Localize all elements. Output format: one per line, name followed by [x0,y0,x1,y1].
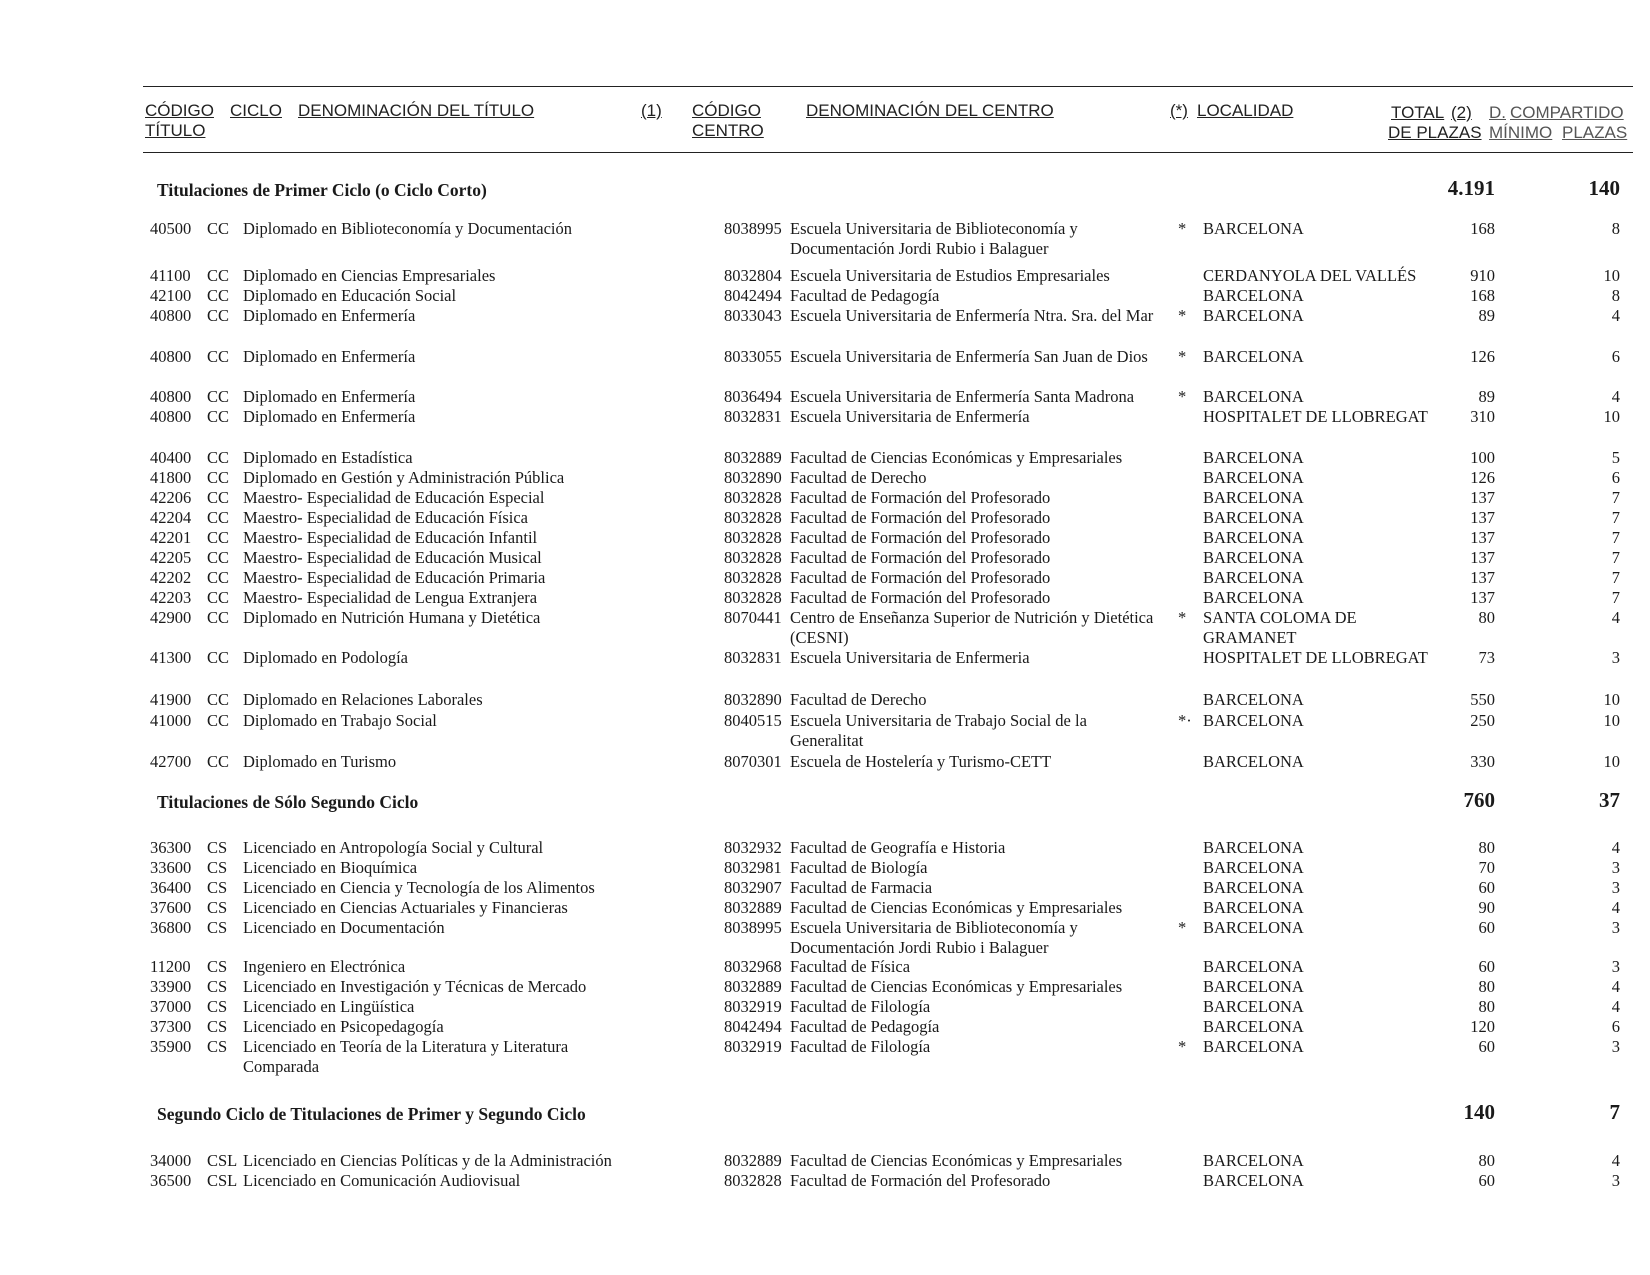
ciclo: CS [207,878,228,897]
centro-codigo: 8032828 [724,508,782,527]
localidad: BARCELONA [1203,1151,1304,1170]
titulo-denominacion: Maestro- Especialidad de Educación Primaria [243,568,546,587]
minimo-plazas: 3 [1611,918,1620,937]
section-title: Titulaciones de Sólo Segundo Ciclo [157,792,419,812]
centro-denominacion: Escuela Universitaria de Enfermeria [790,648,1030,667]
titulo-codigo: 11200 [150,957,191,976]
header-total-1: TOTAL [1391,103,1445,122]
titulo-codigo: 42204 [150,508,192,527]
titulo-denominacion: Diplomado en Educación Social [243,286,457,305]
section-total-plazas: 4.191 [1447,176,1495,200]
localidad: BARCELONA [1203,878,1304,897]
centro-codigo: 8036494 [724,387,782,406]
localidad: BARCELONA [1203,448,1304,467]
titulo-codigo: 40800 [150,387,192,406]
section-total-minimo: 37 [1599,788,1620,812]
ciclo: CS [207,858,228,877]
centro-codigo: 8032828 [724,588,782,607]
titulo-denominacion: Maestro- Especialidad de Educación Infantil [243,528,538,547]
localidad: BARCELONA [1203,1017,1304,1036]
total-plazas: 60 [1478,1037,1495,1056]
localidad: BARCELONA [1203,568,1304,587]
centro-codigo: 8032828 [724,1171,782,1190]
ciclo: CC [207,528,230,547]
titulo-denominacion: Diplomado en Estadística [243,448,413,467]
header-nota-asterisco: (*) [1170,101,1188,120]
minimo-plazas: 7 [1611,508,1620,527]
minimo-plazas: 10 [1603,407,1620,426]
titulo-codigo: 40800 [150,306,192,325]
localidad: SANTA COLOMA DE GRAMANET [1203,608,1357,647]
asterisco-marca: * [1178,306,1187,325]
localidad: BARCELONA [1203,858,1304,877]
localidad: BARCELONA [1203,977,1304,996]
localidad: BARCELONA [1203,957,1304,976]
centro-codigo: 8032828 [724,568,782,587]
section-total-plazas: 140 [1463,1100,1495,1124]
total-plazas: 168 [1470,219,1495,238]
header-localidad: LOCALIDAD [1197,101,1294,120]
total-plazas: 73 [1478,648,1495,667]
centro-denominacion: Facultad de Formación del Profesorado [790,548,1051,567]
ciclo: CC [207,448,230,467]
centro-codigo: 8032828 [724,528,782,547]
titulo-codigo: 41900 [150,690,192,709]
header-ciclo: CICLO [230,101,282,120]
minimo-plazas: 3 [1611,878,1620,897]
localidad: HOSPITALET DE LLOBREGAT [1203,648,1428,667]
centro-denominacion: Escuela Universitaria de Enfermería [790,407,1030,426]
titulo-codigo: 41100 [150,266,191,285]
ciclo: CS [207,898,228,917]
centro-denominacion: Escuela Universitaria de Estudios Empresariales [790,266,1110,285]
total-plazas: 60 [1478,1171,1495,1190]
titulo-denominacion: Licenciado en Teoría de la Literatura y Literatura Comparada [243,1037,569,1076]
total-plazas: 250 [1470,711,1495,730]
total-plazas: 137 [1470,548,1495,567]
titulo-denominacion: Licenciado en Ciencias Políticas y de la Administración [243,1151,612,1170]
centro-denominacion: Facultad de Geografía e Historia [790,838,1006,857]
ciclo: CC [207,752,230,771]
section-total-minimo: 7 [1609,1100,1620,1124]
ciclo: CC [207,588,230,607]
titulo-codigo: 42202 [150,568,192,587]
total-plazas: 137 [1470,588,1495,607]
minimo-plazas: 10 [1603,752,1620,771]
minimo-plazas: 4 [1611,306,1620,325]
ciclo: CS [207,1037,228,1056]
titulo-codigo: 35900 [150,1037,192,1056]
total-plazas: 137 [1470,508,1495,527]
header-compartido-2: PLAZAS [1562,123,1628,142]
total-plazas: 120 [1470,1017,1495,1036]
minimo-plazas: 7 [1611,528,1620,547]
titulo-denominacion: Licenciado en Investigación y Técnicas de Mercado [243,977,587,996]
titulo-codigo: 36400 [150,878,192,897]
ciclo: CC [207,711,230,730]
centro-codigo: 8032890 [724,690,782,709]
centro-denominacion: Facultad de Derecho [790,468,927,487]
minimo-plazas: 4 [1611,838,1620,857]
localidad: BARCELONA [1203,468,1304,487]
centro-denominacion: Escuela Universitaria de Enfermería Santa Madrona [790,387,1135,406]
localidad: BARCELONA [1203,347,1304,366]
centro-codigo: 8033043 [724,306,782,325]
localidad: BARCELONA [1203,752,1304,771]
titulo-codigo: 42205 [150,548,192,567]
centro-denominacion: Escuela de Hostelería y Turismo-CETT [790,752,1052,771]
localidad: BARCELONA [1203,286,1304,305]
minimo-plazas: 10 [1603,690,1620,709]
titulo-codigo: 40800 [150,347,192,366]
titulo-codigo: 36500 [150,1171,192,1190]
centro-denominacion: Facultad de Pedagogía [790,1017,940,1036]
asterisco-marca: *· [1178,711,1192,730]
titulo-denominacion: Diplomado en Relaciones Laborales [243,690,483,709]
ciclo: CC [207,407,230,426]
minimo-plazas: 8 [1611,286,1620,305]
total-plazas: 90 [1478,898,1495,917]
centro-denominacion: Facultad de Filología [790,997,931,1016]
titulo-codigo: 42900 [150,608,192,627]
minimo-plazas: 4 [1611,387,1620,406]
minimo-plazas: 10 [1603,266,1620,285]
header-minimo-2: MÍNIMO [1489,123,1553,142]
localidad: BARCELONA [1203,690,1304,709]
total-plazas: 100 [1470,448,1495,467]
header-minimo-1: D. [1489,103,1506,122]
centro-codigo: 8040515 [724,711,782,730]
total-plazas: 168 [1470,286,1495,305]
centro-codigo: 8070301 [724,752,782,771]
localidad: BARCELONA [1203,1037,1304,1056]
total-plazas: 126 [1470,468,1495,487]
ciclo: CC [207,219,230,238]
header-codigo-centro-1: CÓDIGO [692,101,761,120]
total-plazas: 80 [1478,997,1495,1016]
centro-denominacion: Facultad de Formación del Profesorado [790,568,1051,587]
centro-codigo: 8038995 [724,918,782,937]
centro-denominacion: Facultad de Formación del Profesorado [790,508,1051,527]
minimo-plazas: 4 [1611,608,1620,627]
total-plazas: 60 [1478,957,1495,976]
ciclo: CC [207,648,230,667]
centro-denominacion: Facultad de Derecho [790,690,927,709]
asterisco-marca: * [1178,608,1187,627]
titulo-codigo: 37000 [150,997,192,1016]
centro-codigo: 8032932 [724,838,782,857]
titulo-denominacion: Maestro- Especialidad de Educación Especial [243,488,545,507]
localidad: BARCELONA [1203,918,1304,937]
header-denominacion-centro: DENOMINACIÓN DEL CENTRO [806,101,1054,120]
localidad: HOSPITALET DE LLOBREGAT [1203,407,1428,426]
minimo-plazas: 10 [1603,711,1620,730]
titulo-codigo: 42206 [150,488,192,507]
centro-codigo: 8032828 [724,548,782,567]
titulo-codigo: 34000 [150,1151,192,1170]
centro-codigo: 8042494 [724,286,782,305]
minimo-plazas: 7 [1611,548,1620,567]
titulo-denominacion: Licenciado en Documentación [243,918,445,937]
localidad: BARCELONA [1203,711,1304,730]
minimo-plazas: 6 [1611,1017,1620,1036]
header-codigo-titulo-1: CÓDIGO [145,101,214,120]
header-total-2: DE PLAZAS [1388,123,1482,142]
header-nota-2: (2) [1451,103,1472,122]
localidad: BARCELONA [1203,548,1304,567]
localidad: BARCELONA [1203,219,1304,238]
titulo-codigo: 41800 [150,468,192,487]
centro-codigo: 8032831 [724,648,782,667]
asterisco-marca: * [1178,387,1187,406]
ciclo: CS [207,957,228,976]
minimo-plazas: 4 [1611,1151,1620,1170]
total-plazas: 60 [1478,878,1495,897]
minimo-plazas: 8 [1611,219,1620,238]
titulo-codigo: 42100 [150,286,192,305]
centro-codigo: 8032828 [724,488,782,507]
titulo-denominacion: Maestro- Especialidad de Educación Musical [243,548,542,567]
header-denominacion-titulo: DENOMINACIÓN DEL TÍTULO [298,101,535,120]
section-title: Titulaciones de Primer Ciclo (o Ciclo Corto) [157,180,487,200]
centro-denominacion: Facultad de Pedagogía [790,286,940,305]
titulo-denominacion: Diplomado en Turismo [243,752,397,771]
top-rule [143,86,1633,87]
titulo-denominacion: Maestro- Especialidad de Lengua Extranjera [243,588,538,607]
header-compartido-1: COMPARTIDO [1510,103,1624,122]
centro-codigo: 8032831 [724,407,782,426]
centro-codigo: 8032889 [724,977,782,996]
localidad: BARCELONA [1203,588,1304,607]
titulo-codigo: 40800 [150,407,192,426]
asterisco-marca: * [1178,347,1187,366]
titulo-denominacion: Licenciado en Bioquímica [243,858,418,877]
titulo-denominacion: Diplomado en Biblioteconomía y Documentación [243,219,573,238]
section-total-minimo: 140 [1588,176,1620,200]
ciclo: CSL [207,1171,238,1190]
centro-denominacion: Centro de Enseñanza Superior de Nutrición y Dietética (CESNI) [790,608,1154,647]
localidad: BARCELONA [1203,838,1304,857]
titulo-denominacion: Diplomado en Enfermería [243,306,416,325]
total-plazas: 89 [1478,306,1495,325]
centro-codigo: 8033055 [724,347,782,366]
centro-codigo: 8032890 [724,468,782,487]
minimo-plazas: 5 [1611,448,1620,467]
total-plazas: 80 [1478,1151,1495,1170]
centro-denominacion: Facultad de Física [790,957,911,976]
titulo-denominacion: Licenciado en Ciencia y Tecnología de los Alimentos [243,878,595,897]
section-title: Segundo Ciclo de Titulaciones de Primer y Segundo Ciclo [157,1104,586,1124]
titulo-codigo: 36300 [150,838,192,857]
section-total-plazas: 760 [1463,788,1495,812]
header-codigo-titulo-2: TÍTULO [145,121,206,140]
titulo-denominacion: Diplomado en Enfermería [243,387,416,406]
titulo-denominacion: Diplomado en Nutrición Humana y Dietética [243,608,541,627]
total-plazas: 330 [1470,752,1495,771]
ciclo: CC [207,548,230,567]
ciclo: CC [207,306,230,325]
header-codigo-centro-2: CENTRO [692,121,764,140]
centro-codigo: 8032804 [724,266,782,285]
centro-denominacion: Facultad de Ciencias Económicas y Empresariales [790,1151,1123,1170]
total-plazas: 70 [1478,858,1495,877]
titulo-denominacion: Licenciado en Lingüística [243,997,415,1016]
minimo-plazas: 4 [1611,977,1620,996]
minimo-plazas: 3 [1611,648,1620,667]
ciclo: CS [207,838,228,857]
total-plazas: 550 [1470,690,1495,709]
minimo-plazas: 6 [1611,468,1620,487]
titulo-denominacion: Diplomado en Podología [243,648,408,667]
centro-denominacion: Facultad de Farmacia [790,878,933,897]
titulo-denominacion: Licenciado en Psicopedagogía [243,1017,444,1036]
titulo-codigo: 41300 [150,648,192,667]
localidad: BARCELONA [1203,997,1304,1016]
header-nota-1: (1) [641,101,662,120]
total-plazas: 80 [1478,977,1495,996]
asterisco-marca: * [1178,918,1187,937]
minimo-plazas: 4 [1611,898,1620,917]
minimo-plazas: 6 [1611,347,1620,366]
centro-denominacion: Facultad de Formación del Profesorado [790,588,1051,607]
titulo-codigo: 42700 [150,752,192,771]
centro-codigo: 8032968 [724,957,782,976]
ciclo: CC [207,387,230,406]
titulo-denominacion: Licenciado en Antropología Social y Cultural [243,838,544,857]
header-bottom-rule [143,152,1633,153]
minimo-plazas: 3 [1611,1171,1620,1190]
centro-codigo: 8038995 [724,219,782,238]
titulo-denominacion: Ingeniero en Electrónica [243,957,406,976]
ciclo: CS [207,1017,228,1036]
ciclo: CC [207,488,230,507]
ciclo: CS [207,977,228,996]
minimo-plazas: 3 [1611,1037,1620,1056]
centro-denominacion: Escuela Universitaria de Enfermería San Juan de Dios [790,347,1148,366]
ciclo: CC [207,608,230,627]
centro-denominacion: Facultad de Ciencias Económicas y Empresariales [790,448,1123,467]
asterisco-marca: * [1178,219,1187,238]
minimo-plazas: 7 [1611,588,1620,607]
ciclo: CC [207,508,230,527]
titulo-codigo: 33600 [150,858,192,877]
minimo-plazas: 3 [1611,858,1620,877]
total-plazas: 137 [1470,488,1495,507]
ciclo: CS [207,997,228,1016]
localidad: BARCELONA [1203,1171,1304,1190]
titulo-codigo: 40500 [150,219,192,238]
total-plazas: 910 [1470,266,1495,285]
titulo-denominacion: Licenciado en Ciencias Actuariales y Financieras [243,898,568,917]
localidad: BARCELONA [1203,528,1304,547]
centro-denominacion: Escuela Universitaria de Biblioteconomía y Documentación Jordi Rubio i Balaguer [790,219,1078,258]
localidad: BARCELONA [1203,898,1304,917]
localidad: CERDANYOLA DEL VALLÉS [1203,266,1417,285]
titulo-denominacion: Diplomado en Enfermería [243,407,416,426]
centro-codigo: 8032919 [724,1037,782,1056]
titulo-codigo: 37300 [150,1017,192,1036]
centro-denominacion: Facultad de Biología [790,858,928,877]
localidad: BARCELONA [1203,488,1304,507]
ciclo: CC [207,568,230,587]
localidad: BARCELONA [1203,306,1304,325]
centro-codigo: 8032889 [724,898,782,917]
centro-denominacion: Facultad de Ciencias Económicas y Empresariales [790,977,1123,996]
centro-denominacion: Escuela Universitaria de Biblioteconomía y Documentación Jordi Rubio i Balaguer [790,918,1078,957]
centro-denominacion: Facultad de Formación del Profesorado [790,488,1051,507]
minimo-plazas: 7 [1611,568,1620,587]
centro-denominacion: Facultad de Ciencias Económicas y Empresariales [790,898,1123,917]
localidad: BARCELONA [1203,508,1304,527]
total-plazas: 80 [1478,838,1495,857]
centro-denominacion: Escuela Universitaria de Trabajo Social de la Generalitat [790,711,1087,750]
titulo-codigo: 41000 [150,711,192,730]
ciclo: CC [207,266,230,285]
total-plazas: 80 [1478,608,1495,627]
total-plazas: 137 [1470,568,1495,587]
titulo-codigo: 37600 [150,898,192,917]
total-plazas: 60 [1478,918,1495,937]
minimo-plazas: 4 [1611,997,1620,1016]
titulo-denominacion: Diplomado en Trabajo Social [243,711,437,730]
ciclo: CC [207,468,230,487]
titulo-codigo: 42201 [150,528,192,547]
titulo-codigo: 42203 [150,588,192,607]
titulo-codigo: 33900 [150,977,192,996]
centro-codigo: 8032889 [724,448,782,467]
titulo-denominacion: Diplomado en Enfermería [243,347,416,366]
localidad: BARCELONA [1203,387,1304,406]
centro-denominacion: Facultad de Filología [790,1037,931,1056]
total-plazas: 137 [1470,528,1495,547]
ciclo: CC [207,347,230,366]
centro-denominacion: Facultad de Formación del Profesorado [790,1171,1051,1190]
centro-denominacion: Escuela Universitaria de Enfermería Ntra. Sra. del Mar [790,306,1154,325]
total-plazas: 310 [1470,407,1495,426]
centro-codigo: 8032981 [724,858,782,877]
ciclo: CSL [207,1151,238,1170]
total-plazas: 89 [1478,387,1495,406]
ciclo: CS [207,918,228,937]
centro-codigo: 8032907 [724,878,782,897]
asterisco-marca: * [1178,1037,1187,1056]
centro-codigo: 8032919 [724,997,782,1016]
minimo-plazas: 3 [1611,957,1620,976]
centro-codigo: 8070441 [724,608,782,627]
titulo-codigo: 40400 [150,448,192,467]
titulo-codigo: 36800 [150,918,192,937]
titulo-denominacion: Diplomado en Gestión y Administración Pública [243,468,565,487]
ciclo: CC [207,286,230,305]
centro-denominacion: Facultad de Formación del Profesorado [790,528,1051,547]
minimo-plazas: 7 [1611,488,1620,507]
total-plazas: 126 [1470,347,1495,366]
centro-codigo: 8032889 [724,1151,782,1170]
titulo-denominacion: Licenciado en Comunicación Audiovisual [243,1171,521,1190]
titulo-denominacion: Maestro- Especialidad de Educación Física [243,508,528,527]
titulo-denominacion: Diplomado en Ciencias Empresariales [243,266,496,285]
ciclo: CC [207,690,230,709]
centro-codigo: 8042494 [724,1017,782,1036]
